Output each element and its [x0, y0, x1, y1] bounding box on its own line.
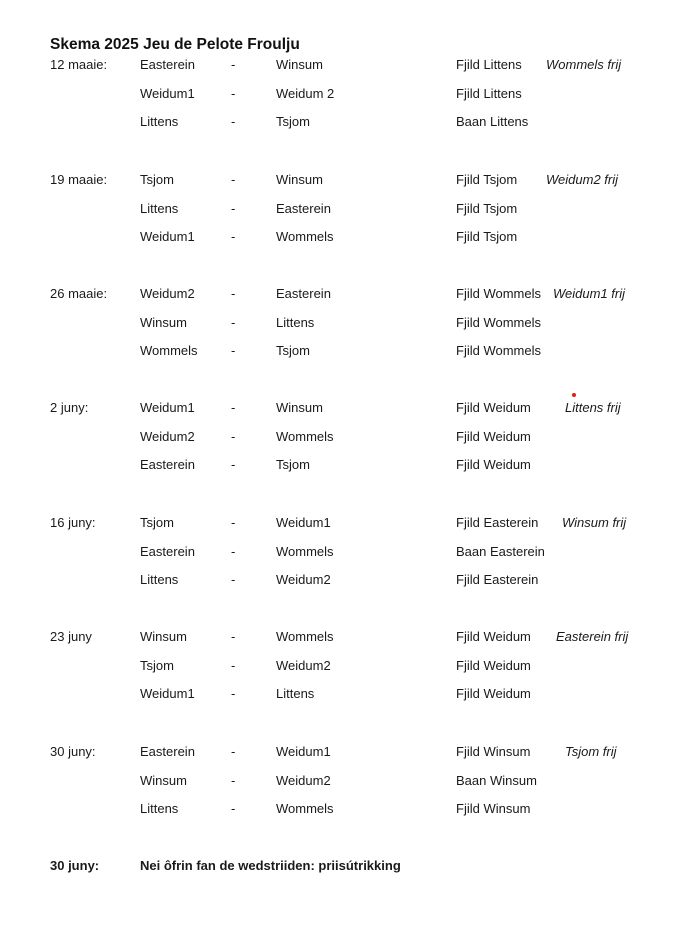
free-team-note: Wommels frij	[546, 57, 622, 72]
away-team: Wommels	[276, 229, 334, 244]
round-date: 2 juny:	[50, 400, 89, 415]
match-separator: -	[231, 315, 236, 330]
venue: Fjild Easterein	[456, 572, 539, 587]
away-team: Tsjom	[276, 457, 310, 472]
away-team: Easterein	[276, 286, 331, 301]
footer-text: Nei ôfrin fan de wedstriiden: priisútrikking	[140, 858, 401, 873]
match-row	[0, 570, 700, 590]
home-team: Littens	[140, 114, 179, 129]
page-title: Skema 2025 Jeu de Pelote Froulju	[50, 36, 300, 53]
match-separator: -	[231, 286, 236, 301]
match-separator: -	[231, 686, 236, 701]
match-row	[0, 112, 700, 132]
match-row	[0, 799, 700, 819]
away-team: Weidum 2	[276, 86, 335, 101]
match-row	[0, 284, 700, 304]
home-team: Easterein	[140, 457, 195, 472]
away-team: Winsum	[276, 57, 323, 72]
match-row	[0, 84, 700, 104]
home-team: Littens	[140, 201, 179, 216]
match-separator: -	[231, 172, 236, 187]
away-team: Weidum2	[276, 572, 331, 587]
venue: Baan Winsum	[456, 773, 537, 788]
match-separator: -	[231, 744, 236, 759]
footer-date: 30 juny:	[50, 858, 100, 873]
match-row	[0, 199, 700, 219]
match-row	[0, 455, 700, 475]
match-separator: -	[231, 515, 236, 530]
round-date: 30 juny:	[50, 744, 96, 759]
away-team: Tsjom	[276, 343, 310, 358]
match-row	[0, 513, 700, 533]
home-team: Winsum	[140, 773, 187, 788]
match-separator: -	[231, 400, 236, 415]
match-row	[0, 771, 700, 791]
home-team: Easterein	[140, 544, 195, 559]
home-team: Weidum1	[140, 86, 195, 101]
round-date: 16 juny:	[50, 515, 96, 530]
match-separator: -	[231, 201, 236, 216]
round-date: 12 maaie:	[50, 57, 108, 72]
match-row	[0, 627, 700, 647]
venue: Fjild Littens	[456, 86, 522, 101]
match-row	[0, 398, 700, 418]
match-row	[0, 227, 700, 247]
home-team: Weidum1	[140, 400, 195, 415]
match-separator: -	[231, 629, 236, 644]
venue: Fjild Tsjom	[456, 229, 518, 244]
away-team: Tsjom	[276, 114, 310, 129]
home-team: Weidum2	[140, 286, 195, 301]
venue: Fjild Wommels	[456, 343, 541, 358]
match-separator: -	[231, 544, 236, 559]
home-team: Winsum	[140, 629, 187, 644]
home-team: Weidum1	[140, 229, 195, 244]
match-separator: -	[231, 658, 236, 673]
away-team: Wommels	[276, 629, 334, 644]
footer-row	[0, 856, 700, 876]
venue: Fjild Weidum	[456, 686, 531, 701]
away-team: Wommels	[276, 544, 334, 559]
venue: Fjild Littens	[456, 57, 522, 72]
home-team: Tsjom	[140, 515, 174, 530]
free-team-note: Tsjom frij	[565, 744, 617, 759]
home-team: Easterein	[140, 744, 195, 759]
venue: Baan Easterein	[456, 544, 545, 559]
away-team: Easterein	[276, 201, 331, 216]
home-team: Winsum	[140, 315, 187, 330]
home-team: Littens	[140, 801, 179, 816]
away-team: Weidum2	[276, 773, 331, 788]
away-team: Weidum2	[276, 658, 331, 673]
away-team: Wommels	[276, 429, 334, 444]
match-separator: -	[231, 457, 236, 472]
away-team: Littens	[276, 686, 315, 701]
venue: Fjild Weidum	[456, 629, 531, 644]
home-team: Tsjom	[140, 658, 174, 673]
match-row	[0, 684, 700, 704]
round-date: 23 juny	[50, 629, 92, 644]
venue: Baan Littens	[456, 114, 529, 129]
free-team-note: Weidum1 frij	[553, 286, 626, 301]
round-date: 19 maaie:	[50, 172, 108, 187]
match-row	[0, 313, 700, 333]
match-row	[0, 170, 700, 190]
match-separator: -	[231, 86, 236, 101]
match-separator: -	[231, 114, 236, 129]
match-row	[0, 341, 700, 361]
away-team: Weidum1	[276, 744, 331, 759]
venue: Fjild Tsjom	[456, 172, 518, 187]
match-separator: -	[231, 801, 236, 816]
away-team: Winsum	[276, 400, 323, 415]
home-team: Easterein	[140, 57, 195, 72]
home-team: Tsjom	[140, 172, 174, 187]
free-team-note: Littens frij	[565, 400, 621, 415]
match-separator: -	[231, 572, 236, 587]
match-separator: -	[231, 773, 236, 788]
venue: Fjild Wommels	[456, 286, 541, 301]
match-row	[0, 542, 700, 562]
venue: Fjild Weidum	[456, 658, 531, 673]
match-separator: -	[231, 429, 236, 444]
match-row	[0, 55, 700, 75]
free-team-note: Winsum frij	[562, 515, 627, 530]
away-team: Wommels	[276, 801, 334, 816]
match-separator: -	[231, 57, 236, 72]
match-row	[0, 427, 700, 447]
venue: Fjild Winsum	[456, 801, 531, 816]
venue: Fjild Weidum	[456, 457, 531, 472]
free-team-note: Easterein frij	[556, 629, 629, 644]
match-row	[0, 742, 700, 762]
match-row	[0, 656, 700, 676]
venue: Fjild Easterein	[456, 515, 539, 530]
away-team: Weidum1	[276, 515, 331, 530]
home-team: Littens	[140, 572, 179, 587]
free-team-note: Weidum2 frij	[546, 172, 619, 187]
away-team: Winsum	[276, 172, 323, 187]
venue: Fjild Weidum	[456, 400, 531, 415]
venue: Fjild Tsjom	[456, 201, 518, 216]
venue: Fjild Wommels	[456, 315, 541, 330]
home-team: Wommels	[140, 343, 198, 358]
venue: Fjild Winsum	[456, 744, 531, 759]
match-separator: -	[231, 229, 236, 244]
annotation-dot	[572, 393, 576, 397]
match-separator: -	[231, 343, 236, 358]
round-date: 26 maaie:	[50, 286, 108, 301]
venue: Fjild Weidum	[456, 429, 531, 444]
home-team: Weidum1	[140, 686, 195, 701]
home-team: Weidum2	[140, 429, 195, 444]
away-team: Littens	[276, 315, 315, 330]
